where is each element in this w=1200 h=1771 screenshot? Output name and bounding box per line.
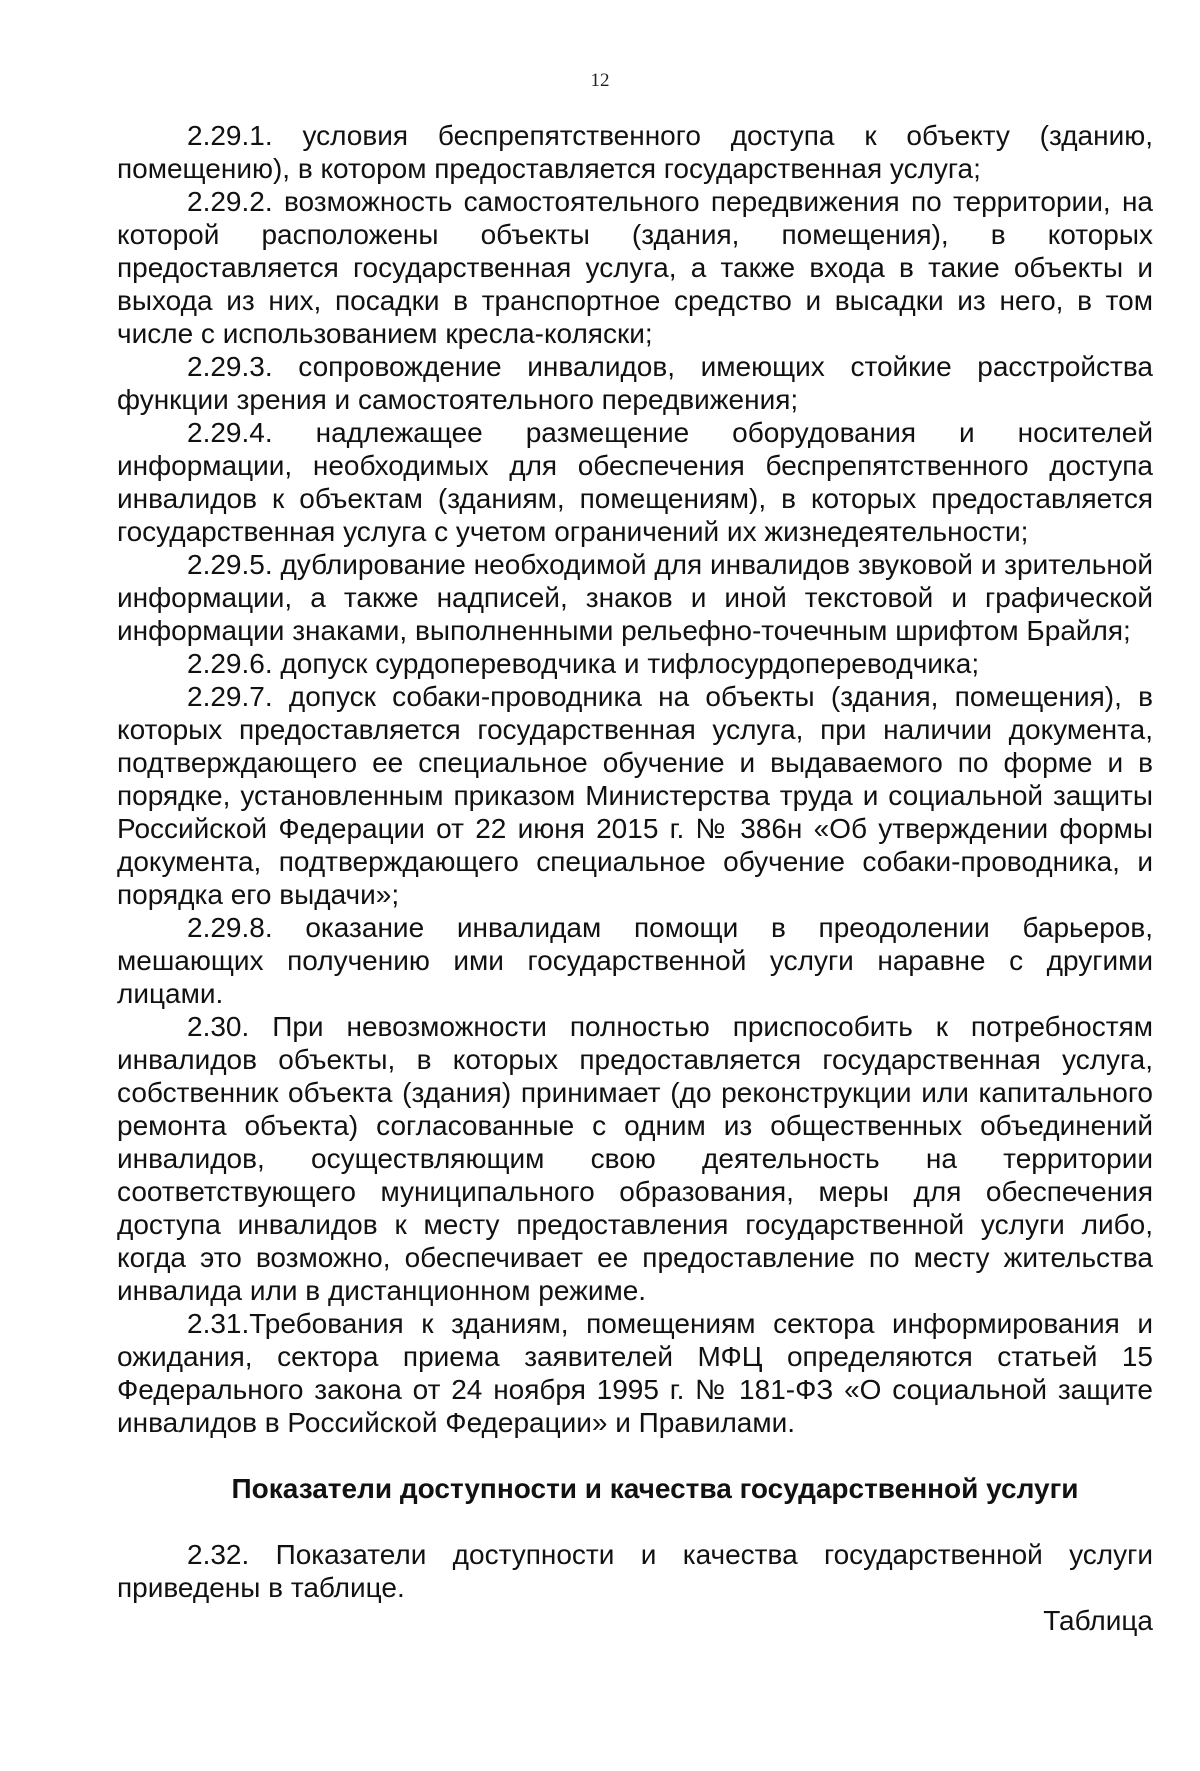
paragraph-2-29-7: 2.29.7. допуск собаки-проводника на объекты (здания, помещения), в которых предоставляется государственная услуга, при наличии документа, подтверждающего ее специальное обучение и выдаваемого по форме и в порядке, установленным приказом Министерства труда и социальной защиты Российской Федерации от 22 июня 2015 г. № 386н «Об утверждении формы документа, подтверждающего специальное обучение собаки-проводника, и порядка его выдачи»; xyxy=(117,681,1153,910)
page-number: 12 xyxy=(590,70,610,91)
document-body xyxy=(117,119,1153,1637)
table-label: Таблица xyxy=(1043,1605,1153,1636)
paragraph-2-30: 2.30. При невозможности полностью приспособить к потребностям инвалидов объекты, в которых предоставляется государственная услуга, собственник объекта (здания) принимает (до реконструкции или капитального ремонта объекта) согласованные с одним из общественных объединений инвалидов, осуществляющим свою деятельность на территории соответствующего муниципального образования, меры для обеспечения доступа инвалидов к месту предоставления государственной услуги либо, когда это возможно, обеспечивает ее предоставление по месту жительства инвалида или в дистанционном режиме. xyxy=(117,1011,1153,1306)
paragraph-2-31: 2.31.Требования к зданиям, помещениям сектора информирования и ожидания, сектора приема заявителей МФЦ определяются статьей 15 Федерального закона от 24 ноября 1995 г. № 181-ФЗ «О социальной защите инвалидов в Российской Федерации» и Правилами. xyxy=(117,1308,1153,1438)
paragraph-2-29-5: 2.29.5. дублирование необходимой для инвалидов звуковой и зрительной информации, а также надписей, знаков и иной текстовой и графической информации знаками, выполненными рельефно-точечным шрифтом Брайля; xyxy=(117,549,1153,646)
paragraph-2-29-3: 2.29.3. сопровождение инвалидов, имеющих стойкие расстройства функции зрения и самостоятельного передвижения; xyxy=(117,351,1153,415)
paragraph-2-29-1: 2.29.1. условия беспрепятственного доступа к объекту (зданию, помещению), в котором предоставляется государственная услуга; xyxy=(117,120,1153,184)
paragraph-2-29-6: 2.29.6. допуск сурдопереводчика и тифлосурдопереводчика; xyxy=(187,648,980,679)
paragraph-2-29-8: 2.29.8. оказание инвалидам помощи в преодолении барьеров, мешающих получению ими государственной услуги наравне с другими лицами. xyxy=(117,912,1153,1009)
paragraph-2-29-4: 2.29.4. надлежащее размещение оборудования и носителей информации, необходимых для обеспечения беспрепятственного доступа инвалидов к объектам (зданиям, помещениям), в которых предоставляется государственная услуга с учетом ограничений их жизнедеятельности; xyxy=(117,417,1153,547)
paragraph-2-32: 2.32. Показатели доступности и качества государственной услуги приведены в таблице. xyxy=(117,1539,1153,1603)
paragraph-2-29-2: 2.29.2. возможность самостоятельного передвижения по территории, на которой расположены объекты (здания, помещения), в которых предоставляется государственная услуга, а также входа в такие объекты и выхода из них, посадки в транспортное средство и высадки из него, в том числе с использованием кресла-коляски; xyxy=(117,186,1153,349)
section-heading: Показатели доступности и качества государственной услуги xyxy=(231,1473,1079,1504)
